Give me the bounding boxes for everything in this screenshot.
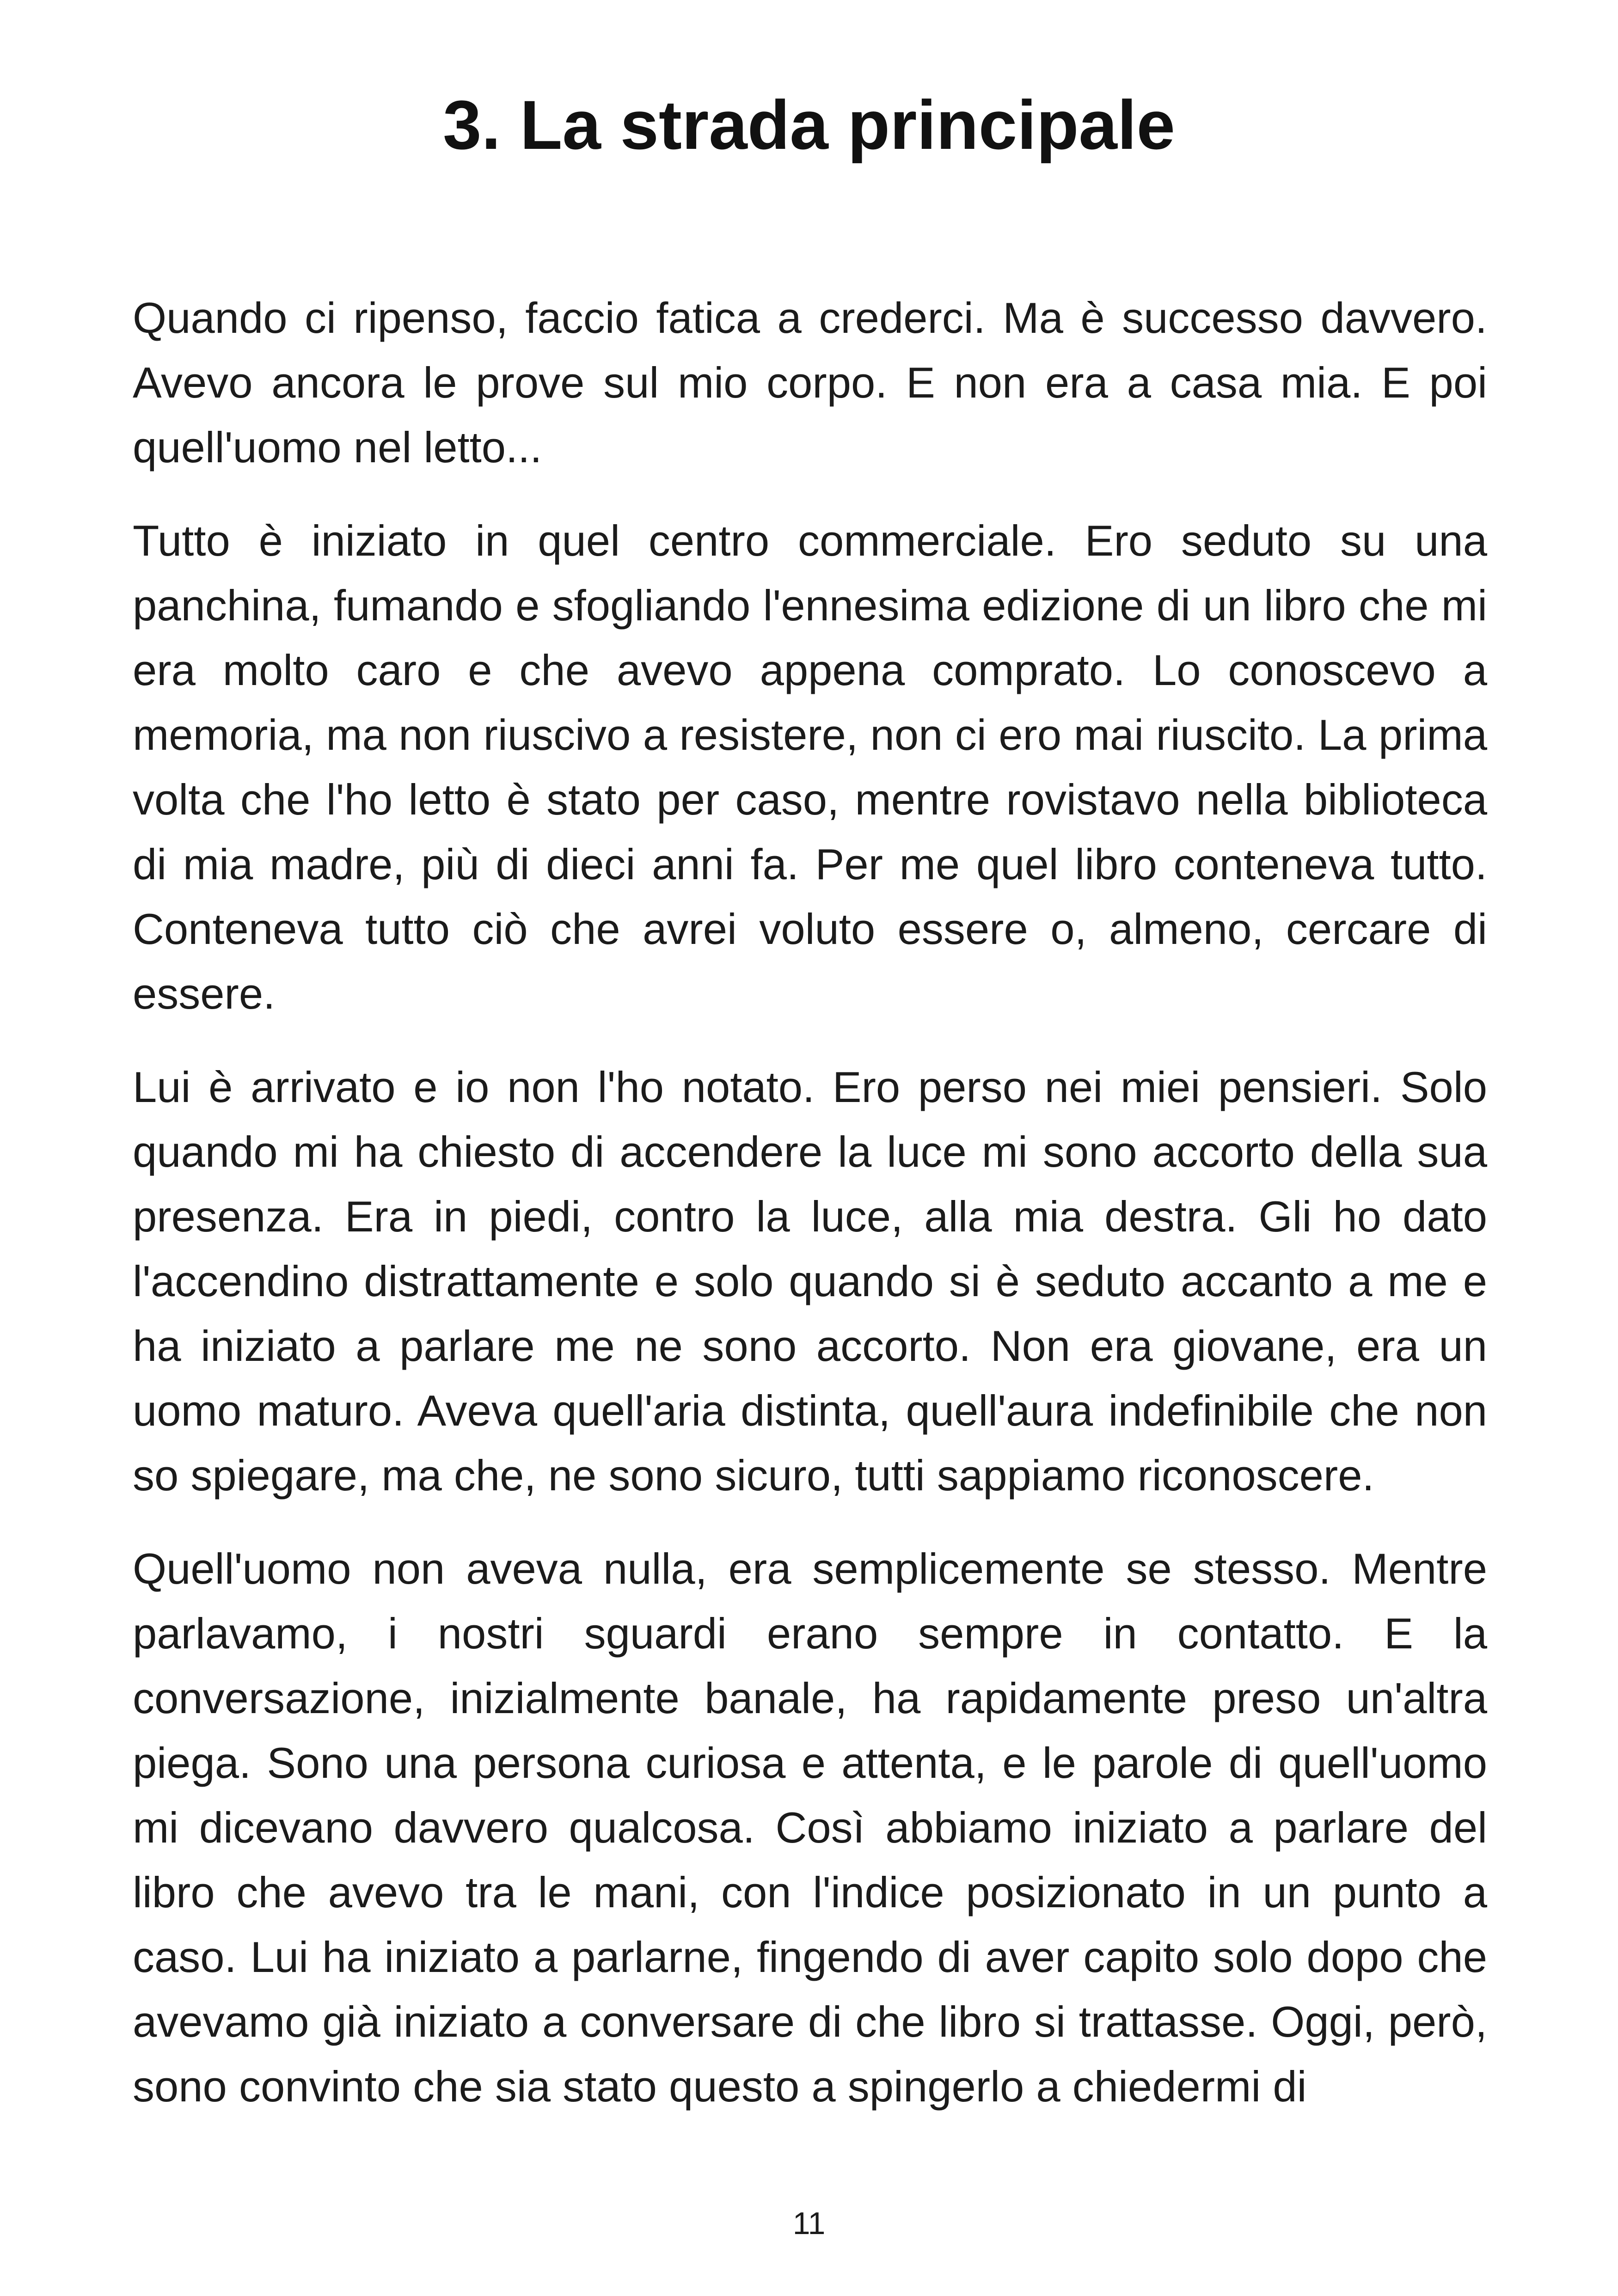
paragraph: Quando ci ripenso, faccio fatica a crederci. Ma è successo davvero. Avevo ancora le prove sul mio corpo. E non era a casa mia. E poi quell'uomo nel letto... — [133, 294, 1487, 471]
chapter-title: 3. La strada principale — [443, 86, 1175, 164]
paragraph: Tutto è iniziato in quel centro commerciale. Ero seduto su una panchina, fumando e sfogliando l'ennesima edizione di un libro che mi era molto caro e che avevo appena comprato. Lo conoscevo a memoria, ma non riuscivo a resistere, non ci ero mai riuscito. La prima volta che l'ho letto è stato per caso, mentre rovistavo nella biblioteca di mia madre, più di dieci anni fa. Per me quel libro conteneva tutto. Conteneva tutto ciò che avrei voluto essere o, almeno, cercare di essere. — [133, 516, 1487, 1018]
page-number: 11 — [792, 2206, 826, 2241]
chapter-body — [133, 286, 1487, 2148]
paragraph: Quell'uomo non aveva nulla, era semplicemente se stesso. Mentre parlavamo, i nostri sguardi erano sempre in contatto. E la conversazione, inizialmente banale, ha rapidamente preso un'altra piega. Sono una persona curiosa e attenta, e le parole di quell'uomo mi dicevano davvero qualcosa. Così abbiamo iniziato a parlare del libro che avevo tra le mani, con l'indice posizionato in un punto a caso. Lui ha iniziato a parlarne, fingendo di aver capito solo dopo che avevamo già iniziato a conversare di che libro si trattasse. Oggi, però, sono convinto che sia stato questo a spingerlo a chiedermi di — [133, 1544, 1487, 2111]
paragraph: Lui è arrivato e io non l'ho notato. Ero perso nei miei pensieri. Solo quando mi ha chiesto di accendere la luce mi sono accorto della sua presenza. Era in piedi, contro la luce, alla mia destra. Gli ho dato l'accendino distrattamente e solo quando si è seduto accanto a me e ha iniziato a parlare me ne sono accorto. Non era giovane, era un uomo maturo. Aveva quell'aria distinta, quell'aura indefinibile che non so spiegare, ma che, ne sono sicuro, tutti sappiamo riconoscere. — [133, 1063, 1487, 1500]
